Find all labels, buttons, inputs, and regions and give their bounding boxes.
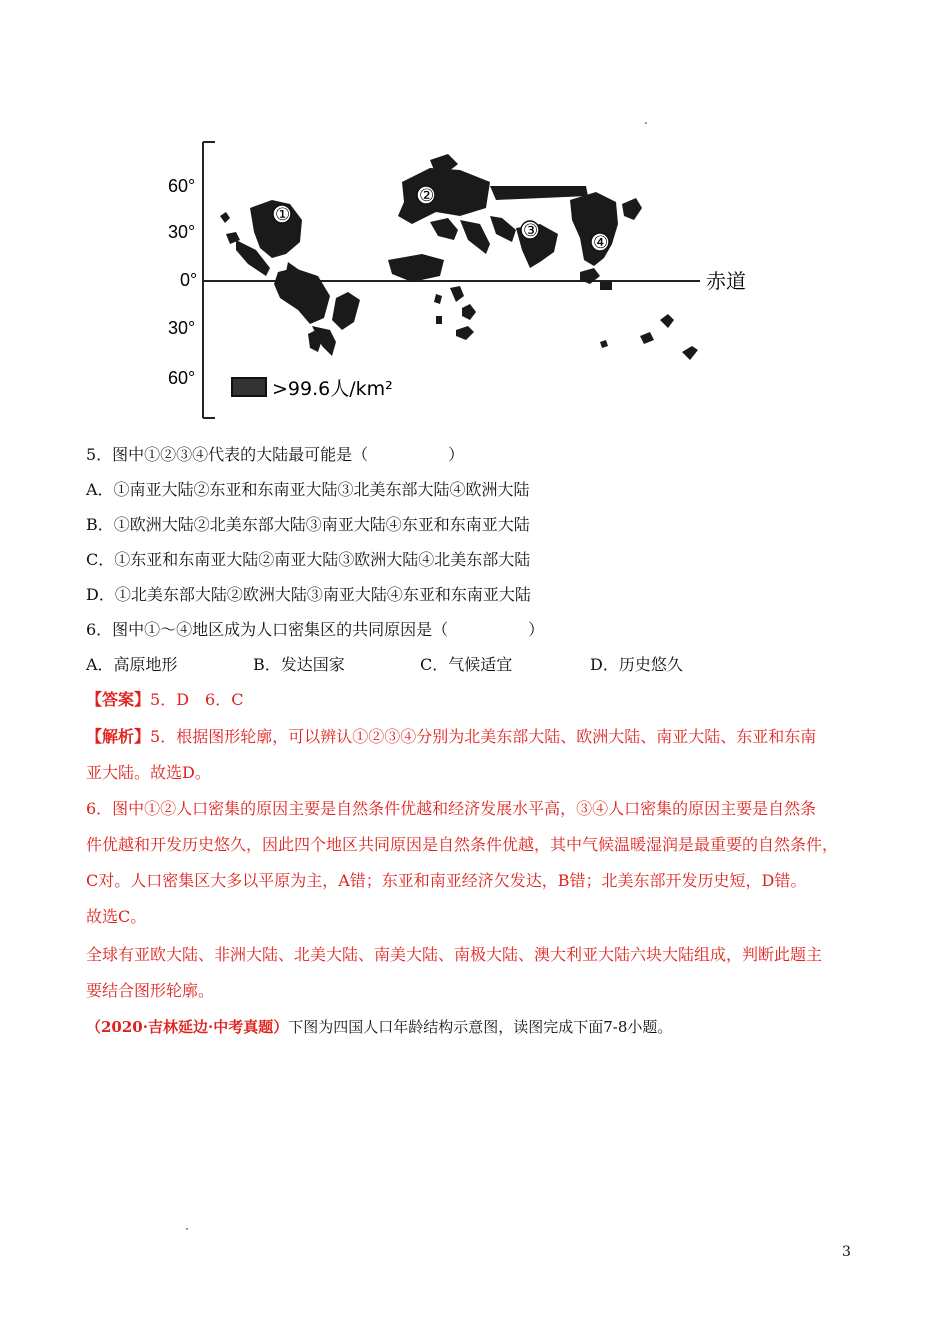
tick-label: 30° — [168, 222, 196, 242]
legend-swatch — [232, 378, 266, 396]
population-density-map — [160, 120, 760, 430]
analysis-label: 【解析】 — [86, 727, 151, 746]
scan-speck — [645, 122, 647, 124]
region-marker-2: ② — [419, 186, 435, 206]
answer-label: 【答案】 — [86, 690, 151, 709]
analysis-line: 亚大陆。故选D。 — [86, 763, 211, 782]
analysis-line: 件优越和开发历史悠久，因此四个地区共同原因是自然条件优越，其中气候温暖湿润是最重要的自然条件， — [86, 835, 839, 854]
equator-label: 赤道 — [706, 269, 746, 293]
tick-label: 60° — [168, 176, 196, 196]
legend-label: >99.6人/km² — [272, 378, 393, 400]
intro-text: 下图为四国人口年龄结构示意图，读图完成下面7-8小题。 — [288, 1018, 673, 1036]
analysis-line: 全球有亚欧大陆、非洲大陆、北美大陆、南美大陆、南极大陆、澳大利亚大陆六块大陆组成，判断此题主 — [86, 945, 823, 964]
region-marker-1: ① — [275, 205, 291, 225]
analysis-line: 6．图中①②人口密集的原因主要是自然条件优越和经济发展水平高，③④人口密集的原因主要是自然条 — [86, 799, 817, 818]
question-5-option-a: A．①南亚大陆②东亚和东南亚大陆③北美东部大陆④欧洲大陆 — [86, 480, 530, 499]
next-question-intro — [86, 1017, 672, 1037]
region-marker-3: ③ — [523, 221, 539, 241]
analysis-line: 要结合图形轮廓。 — [86, 981, 215, 1000]
tick-label: 0° — [180, 270, 198, 290]
question-5-stem: 5．图中①②③④代表的大陆最可能是（ ） — [86, 445, 465, 464]
question-6-stem: 6．图中①～④地区成为人口密集区的共同原因是（ ） — [86, 620, 545, 639]
source-tag: （2020·吉林延边·中考真题） — [86, 1018, 289, 1036]
question-6-option-b: B．发达国家 — [253, 655, 345, 674]
density-blobs — [220, 154, 698, 360]
scan-speck — [186, 1228, 188, 1230]
tick-label: 30° — [168, 318, 196, 338]
analysis-line: 故选C。 — [86, 907, 147, 926]
question-5-option-b: B．①欧洲大陆②北美东部大陆③南亚大陆④东亚和东南亚大陆 — [86, 515, 530, 534]
question-5-option-c: C．①东亚和东南亚大陆②南亚大陆③欧洲大陆④北美东部大陆 — [86, 550, 531, 569]
tick-label: 60° — [168, 368, 196, 388]
analysis-line: C对。人口密集区大多以平原为主，A错；东亚和南亚经济欠发达，B错；北美东部开发历史短，D错。 — [86, 871, 807, 890]
analysis-text: 5．根据图形轮廓，可以辨认①②③④分别为北美东部大陆、欧洲大陆、南亚大陆、东亚和东南 — [150, 727, 817, 746]
region-marker-4: ④ — [593, 233, 609, 253]
question-6-option-c: C．气候适宜 — [420, 655, 513, 674]
question-5-option-d: D．①北美东部大陆②欧洲大陆③南亚大陆④东亚和东南亚大陆 — [86, 585, 531, 604]
analysis-line — [86, 727, 816, 747]
answer-line — [86, 690, 243, 710]
question-6-option-a: A．高原地形 — [86, 655, 178, 674]
answer-text: 5．D 6．C — [150, 690, 244, 709]
question-6-option-d: D．历史悠久 — [590, 655, 683, 674]
page-number: 3 — [842, 1244, 851, 1260]
